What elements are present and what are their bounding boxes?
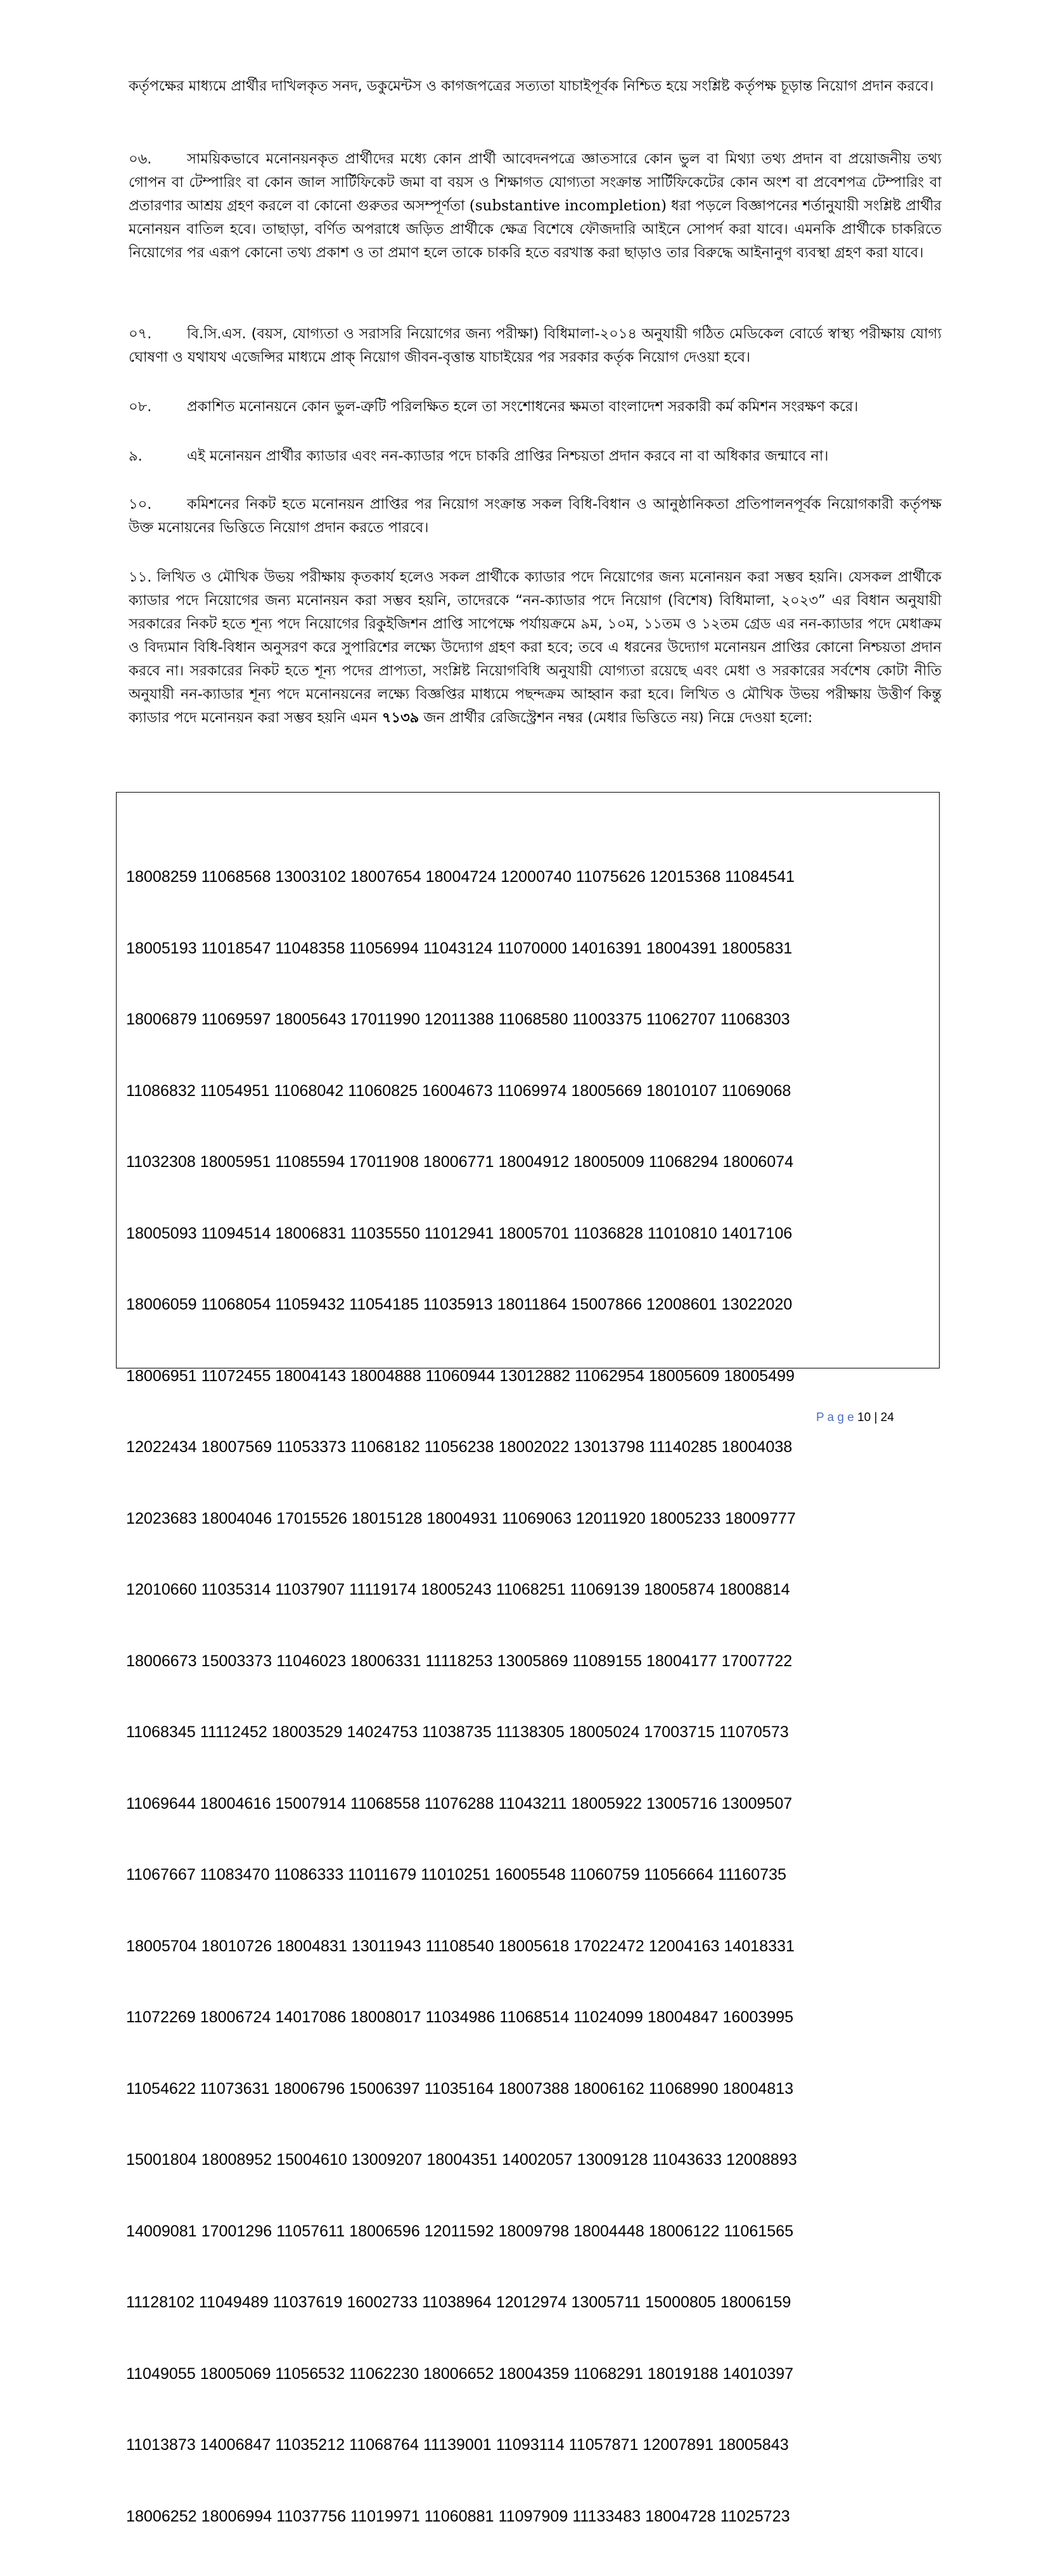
- registration-number-list: [126, 818, 797, 2576]
- total-pages: 24: [880, 1411, 894, 1424]
- paragraph-06-english-term: (substantive incompletion): [469, 198, 667, 214]
- registration-row: 12023683 18004046 17015526 18015128 18004931 11069063 12011920 18005233 18009777: [126, 1509, 796, 1527]
- registration-row: 14009081 17001296 11057611 18006596 12011592 18009798 18004448 18006122 11061565: [126, 2222, 794, 2240]
- registration-row: 11067667 11083470 11086333 11011679 11010251 16005548 11060759 11056664 11160735: [126, 1866, 787, 1884]
- registration-row: 18006252 18006994 11037756 11019971 11060881 11097909 11133483 18004728 11025723: [126, 2507, 790, 2525]
- registration-row: 11072269 18006724 14017086 18008017 11034986 11068514 11024099 18004847 16003995: [126, 2008, 794, 2026]
- paragraph-08-number: ০৮.: [129, 399, 152, 415]
- registration-row: 11068345 11112452 18003529 14024753 11038735 11138305 18005024 17003715 11070573: [126, 1723, 789, 1741]
- paragraph-10-number: ১০.: [129, 496, 152, 513]
- paragraph-intro: [129, 75, 942, 98]
- registration-row: 18005193 11018547 11048358 11056994 11043124 11070000 14016391 18004391 18005831: [126, 939, 793, 957]
- paragraph-07: [129, 322, 942, 369]
- registration-row: 11128102 11049489 11037619 16002733 11038964 12012974 13005711 15000805 18006159: [126, 2293, 791, 2311]
- paragraph-11-candidate-count: ৭১৩৯: [381, 710, 419, 726]
- registration-row: 18006673 15003373 11046023 18006331 11118253 13005869 11089155 18004177 17007722: [126, 1652, 793, 1670]
- paragraph-11-text-b: জন প্রার্থীর রেজিস্ট্রেশন নম্বর (মেধার ভিত্তিতে নয়) নিম্নে দেওয়া হলো:: [423, 710, 813, 726]
- registration-row: 12022434 18007569 11053373 11068182 11056238 18002022 13013798 11140285 18004038: [126, 1438, 793, 1456]
- registration-row: 11013873 14006847 11035212 11068764 11139001 11093114 11057871 12007891 18005843: [126, 2436, 789, 2454]
- paragraph-10: [129, 493, 942, 540]
- paragraph-11-number: ১১.: [129, 569, 152, 585]
- page-separator: |: [874, 1411, 878, 1424]
- registration-row: 18008259 11068568 13003102 18007654 18004724 12000740 11075626 12015368 11084541: [126, 868, 795, 886]
- paragraph-06-text-b: ধরা পড়লে বিজ্ঞাপনের শর্তানুযায়ী সংশ্লিষ্ট প্রার্থীর মনোনয়ন বাতিল হবে। তাছাড়া, বর্ণিত অপরাধে জড়িত প্রার্থীকে ক্ষেত্র বিশেষে ফৌজদারি আইনে সোপর্দ করা যাবে। এমনকি প্রার্থীকে চাকরিতে নিয়োগের পর এরূপ কোনো তথ্য প্রকাশ ও তা প্রমাণ হলে তাকে চাকরি হতে বরখাস্ত করা ছাড়াও তার বিরুদ্ধে আইনানুগ ব্যবস্থা গ্রহণ করা যাবে।: [129, 198, 942, 261]
- registration-row: 11032308 18005951 11085594 17011908 18006771 18004912 18005009 11068294 18006074: [126, 1153, 794, 1171]
- registration-row: 11054622 11073631 18006796 15006397 11035164 18007388 18006162 11068990 18004813: [126, 2079, 794, 2098]
- paragraph-11-text-a: লিখিত ও মৌখিক উভয় পরীক্ষায় কৃতকার্য হলেও সকল প্রার্থীকে ক্যাডার পদে নিয়োগের জন্য মনোনয়ন করা সম্ভব হয়নি। যেসকল প্রার্থীকে ক্যাডার পদে নিয়োগের জন্য মনোনয়ন করা সম্ভব হয়নি, তাদেরকে “নন-ক্যাডার পদে নিয়োগ (বিশেষ) বিধিমালা, ২০২৩” এর বিধান অনুযায়ী সরকারের নিকট হতে শূন্য পদে নিয়োগের রিকুইজিশন প্রাপ্তি সাপেক্ষে পর্যায়ক্রমে ৯ম, ১০ম, ১১তম ও ১২তম গ্রেড এর নন-ক্যাডার পদে মেধাক্রম ও বিদ্যমান বিধি-বিধান অনুসরণ করে সুপারিশের লক্ষ্যে উদ্যোগ গ্রহণ করা হবে; তবে এ ধরনের উদ্যোগ মনোনয়ন প্রাপ্তির কোনো নিশ্চয়তা প্রদান করবে না। সরকারের নিকট হতে শূন্য পদের প্রাপ্যতা, সংশ্লিষ্ট নিয়োগবিধি অনুযায়ী যোগ্যতা রয়েছে এবং মেধা ও সরকারের সর্বশেষ কোটা নীতি অনুযায়ী নন-ক্যাডার শূন্য পদে মনোনয়নের লক্ষ্যে বিজ্ঞপ্তির মাধ্যমে পছন্দক্রম আহ্বান করা হবে। লিখিত ও মৌখিক উভয় পরীক্ষায় উত্তীর্ণ কিন্তু ক্যাডার পদে মনোনয়ন করা সম্ভব হয়নি এমন: [129, 569, 942, 726]
- paragraph-08-text: প্রকাশিত মনোনয়নে কোন ভুল-ত্রুটি পরিলক্ষিত হলে তা সংশোধনের ক্ষমতা বাংলাদেশ সরকারী কর্ম কমিশন সংরক্ষণ করে।: [187, 399, 859, 415]
- registration-row: 18005093 11094514 18006831 11035550 11012941 18005701 11036828 11010810 14017106: [126, 1224, 793, 1242]
- paragraph-intro-text: কর্তৃপক্ষের মাধ্যমে প্রার্থীর দাখিলকৃত সনদ, ডকুমেন্টস ও কাগজপত্রের সত্যতা যাচাইপূর্বক নিশ্চিত হয়ে সংশ্লিষ্ট কর্তৃপক্ষ চূড়ান্ত নিয়োগ প্রদান করবে।: [129, 78, 934, 94]
- paragraph-06: [129, 148, 942, 265]
- registration-row: 11086832 11054951 11068042 11060825 16004673 11069974 18005669 18010107 11069068: [126, 1081, 791, 1100]
- paragraph-07-number: ০৭.: [129, 326, 152, 342]
- registration-row: 18006879 11069597 18005643 17011990 12011388 11068580 11003375 11062707 11068303: [126, 1011, 790, 1028]
- registration-row: 11069644 18004616 15007914 11068558 11076288 11043211 18005922 13005716 13009507: [126, 1794, 793, 1813]
- paragraph-06-number: ০৬.: [129, 151, 152, 167]
- paragraph-06-text-a: সাময়িকভাবে মনোনয়নকৃত প্রার্থীদের মধ্যে কোন প্রার্থী আবেদনপত্রে জ্ঞাতসারে কোন ভুল বা মিথ্যা তথ্য প্রদান বা প্রয়োজনীয় তথ্য গোপন বা টেম্পারিং বা কোন জাল সার্টিফিকেট জমা বা বয়স ও শিক্ষাগত যোগ্যতা সংক্রান্ত সার্টিফিকেটের কোন অংশ বা প্রবেশপত্র টেম্পারিং বা প্রতারণার আশ্রয় গ্রহণ করলে বা কোনো গুরুতর অসম্পূর্ণতা: [129, 151, 942, 214]
- registration-row: 18005704 18010726 18004831 13011943 11108540 18005618 17022472 12004163 14018331: [126, 1937, 795, 1955]
- registration-row: 18006059 11068054 11059432 11054185 11035913 18011864 15007866 12008601 13022020: [126, 1296, 793, 1313]
- page-footer: [816, 1411, 894, 1425]
- registration-row: 18006951 11072455 18004143 18004888 11060944 13012882 11062954 18005609 18005499: [126, 1367, 795, 1385]
- paragraph-09: [129, 445, 942, 468]
- paragraph-07-text: বি.সি.এস. (বয়স, যোগ্যতা ও সরাসরি নিয়োগের জন্য পরীক্ষা) বিধিমালা-২০১৪ অনুযায়ী গঠিত মেডিকেল বোর্ডে স্বাস্থ্য পরীক্ষায় যোগ্য ঘোষণা ও যথাযথ এজেন্সির মাধ্যমে প্রাক্ নিয়োগ জীবন-বৃত্তান্ত যাচাইয়ের পর সরকার কর্তৃক নিয়োগ দেওয়া হবে।: [129, 326, 942, 366]
- registration-row: 12010660 11035314 11037907 11119174 18005243 11068251 11069139 18005874 18008814: [126, 1581, 790, 1598]
- page-number: 10: [857, 1411, 871, 1424]
- paragraph-09-text: এই মনোনয়ন প্রার্থীর ক্যাডার এবং নন-ক্যাডার পদে চাকরি প্রাপ্তির নিশ্চয়তা প্রদান করবে না বা অধিকার জন্মাবে না।: [187, 448, 829, 464]
- paragraph-08: [129, 395, 942, 419]
- paragraph-11: [129, 566, 942, 730]
- registration-row: 11049055 18005069 11056532 11062230 18006652 18004359 11068291 18019188 14010397: [126, 2364, 794, 2383]
- registration-row: 15001804 18008952 15004610 13009207 18004351 14002057 13009128 11043633 12008893: [126, 2151, 797, 2169]
- paragraph-10-text: কমিশনের নিকট হতে মনোনয়ন প্রাপ্তির পর নিয়োগ সংক্রান্ত সকল বিধি-বিধান ও আনুষ্ঠানিকতা প্রতিপালনপূর্বক নিয়োগকারী কর্তৃপক্ষ উক্ত মনোয়নের ভিত্তিতে নিয়োগ প্রদান করতে পারবে।: [129, 496, 942, 536]
- paragraph-09-number: ৯.: [129, 448, 143, 464]
- page-label: P a g e: [816, 1411, 854, 1424]
